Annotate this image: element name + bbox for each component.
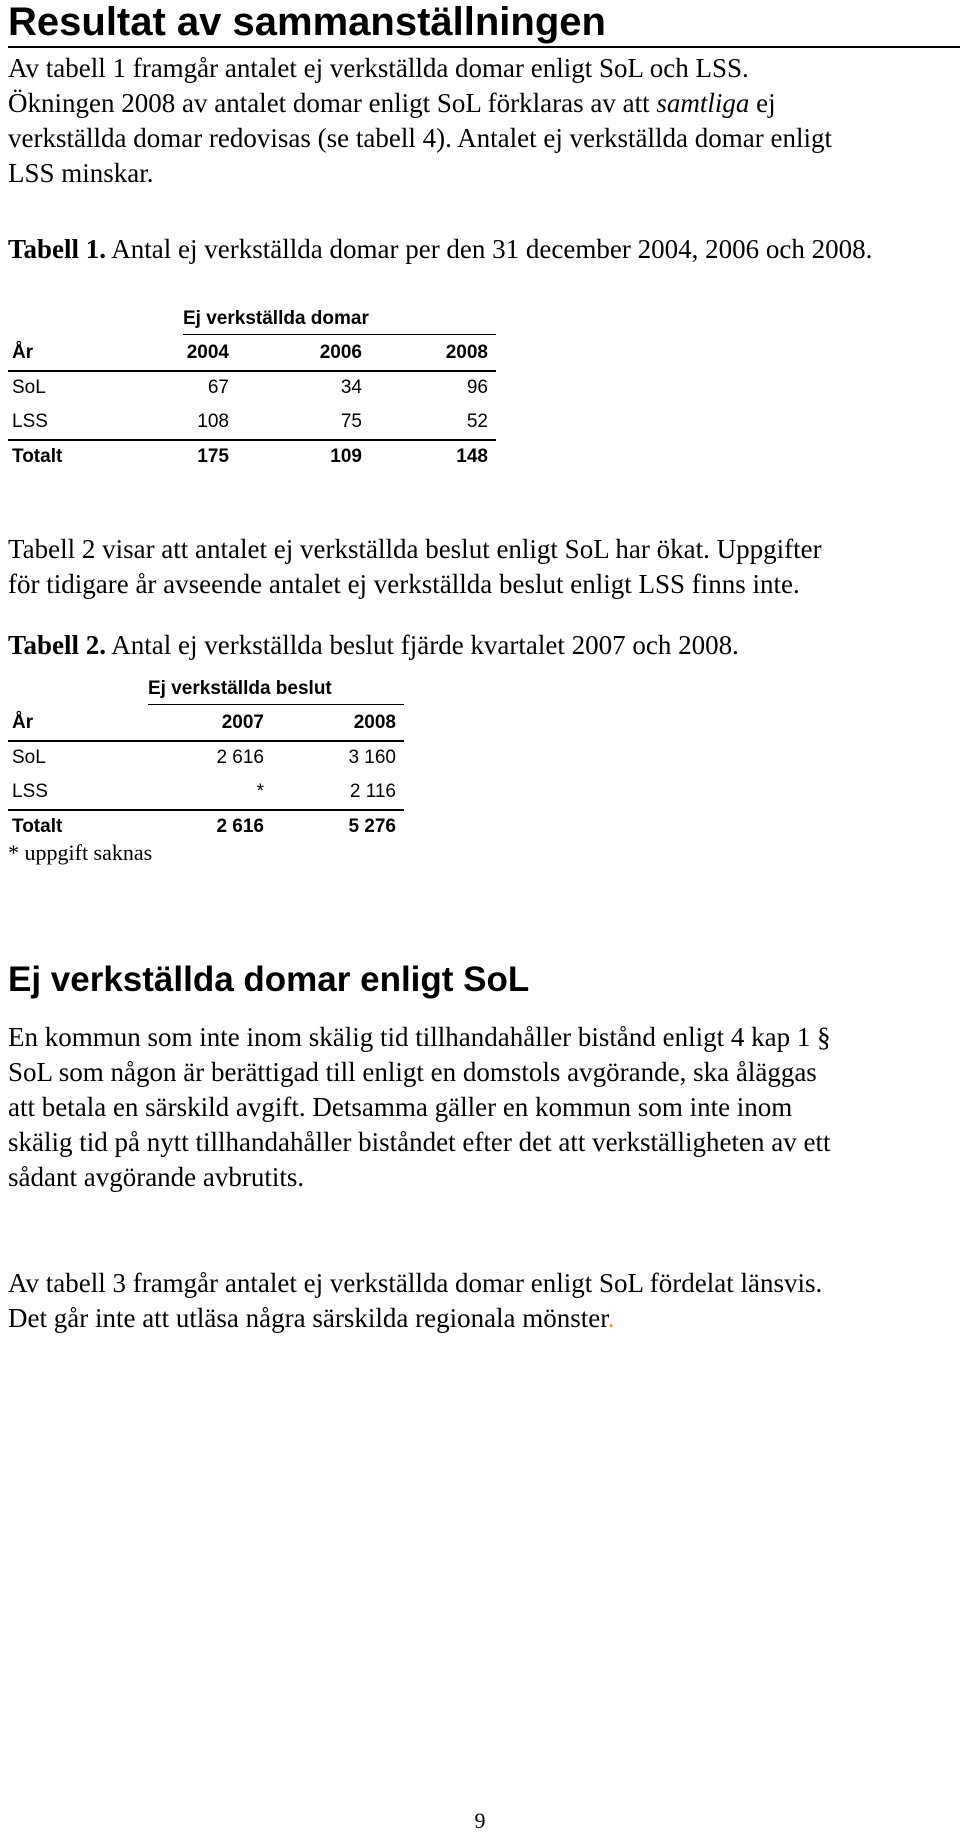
- table3-intro-paragraph: [8, 1266, 958, 1336]
- table2-group-rule: [148, 704, 404, 705]
- table1-header-row: [8, 336, 496, 370]
- table2-col-header: År: [12, 712, 34, 733]
- intro-line: Ökningen 2008 av antalet domar enligt SoL förklaras av att samtliga ej: [8, 88, 776, 118]
- intro-line: verkställda domar redovisas (se tabell 4). Antalet ej verkställda domar enligt: [8, 123, 832, 153]
- table1-cell: 52: [466, 411, 488, 432]
- table1-group-rule: [183, 334, 496, 335]
- table2-total-cell: Totalt: [12, 816, 63, 837]
- table1-group-header: Ej verkställda domar: [183, 308, 369, 329]
- table2-label: Tabell 2.: [8, 630, 107, 660]
- table1-total-cell: 175: [197, 446, 229, 467]
- table1-caption: [8, 232, 958, 267]
- table1-total-row: [8, 440, 496, 474]
- table2-cell: SoL: [12, 747, 46, 768]
- intro-line: LSS minskar.: [8, 158, 154, 188]
- table1: [8, 302, 496, 472]
- table1-col-header: 2008: [445, 342, 488, 363]
- table-row: [8, 405, 496, 439]
- table1-col-header: 2006: [319, 342, 362, 363]
- table1-cell: 67: [207, 377, 229, 398]
- intro-line: Av tabell 1 framgår antalet ej verkställda domar enligt SoL och LSS.: [8, 53, 749, 83]
- table2-header-row: [8, 706, 404, 740]
- table1-cell: 34: [340, 377, 362, 398]
- table2-total-cell: 2 616: [216, 816, 264, 837]
- table2: [8, 672, 404, 842]
- table1-caption-text: Antal ej verkställda domar per den 31 december 2004, 2006 och 2008.: [106, 234, 873, 264]
- table2-caption-text: Antal ej verkställda beslut fjärde kvartalet 2007 och 2008.: [106, 630, 739, 660]
- table1-total-cell: 109: [330, 446, 362, 467]
- sol-paragraph: [8, 1020, 958, 1195]
- intro-paragraph: [8, 51, 958, 191]
- accent-period: .: [607, 1303, 615, 1333]
- table1-cell: LSS: [12, 411, 48, 432]
- table2-total-cell: 5 276: [348, 816, 396, 837]
- table2-col-header: 2007: [221, 712, 264, 733]
- table2-caption: [8, 628, 958, 663]
- paragraph-line: för tidigare år avseende antalet ej verkställda beslut enligt LSS finns inte.: [8, 569, 800, 599]
- paragraph-line: SoL som någon är berättigad till enligt en domstols avgörande, ska åläggas: [8, 1057, 817, 1087]
- paragraph-line: sådant avgörande avbrutits.: [8, 1162, 305, 1192]
- table1-total-cell: Totalt: [12, 446, 63, 467]
- paragraph-line: Det går inte att utläsa några särskilda regionala mönster.: [8, 1303, 615, 1333]
- table2-footnote: * uppgift saknas: [8, 840, 153, 865]
- table2-cell: 2 116: [349, 781, 396, 802]
- table2-cell: LSS: [12, 781, 48, 802]
- section-heading-sol: Ej verkställda domar enligt SoL: [8, 960, 530, 999]
- table1-label: Tabell 1.: [8, 234, 107, 264]
- table2-cell: 2 616: [216, 747, 264, 768]
- table1-cell: 108: [197, 411, 229, 432]
- table1-cell: 96: [466, 377, 488, 398]
- table1-col-header: År: [12, 342, 34, 363]
- table2-group-header: Ej verkställda beslut: [148, 678, 332, 699]
- table2-cell: 3 160: [348, 747, 396, 768]
- page-number: 9: [474, 1808, 486, 1833]
- table1-col-header: 2004: [186, 342, 229, 363]
- table-row: [8, 775, 404, 809]
- table2-cell: *: [256, 781, 264, 802]
- table2-total-row: [8, 810, 404, 844]
- paragraph-line: skälig tid på nytt tillhandahåller biståndet efter det att verkställigheten av ett: [8, 1127, 831, 1157]
- paragraph-line: Tabell 2 visar att antalet ej verkställda beslut enligt SoL har ökat. Uppgifter: [8, 534, 822, 564]
- paragraph-line: En kommun som inte inom skälig tid tillhandahåller bistånd enligt 4 kap 1 §: [8, 1022, 831, 1052]
- table1-cell: SoL: [12, 377, 46, 398]
- table1-group-header-row: [8, 302, 496, 336]
- table-row: [8, 371, 496, 405]
- table1-total-cell: 148: [456, 446, 488, 467]
- table2-col-header: 2008: [353, 712, 396, 733]
- table2-intro-paragraph: [8, 532, 958, 602]
- paragraph-line: Av tabell 3 framgår antalet ej verkställda domar enligt SoL fördelat länsvis.: [8, 1268, 823, 1298]
- table2-group-header-row: [8, 672, 404, 706]
- paragraph-line: att betala en särskild avgift. Detsamma gäller en kommun som inte inom: [8, 1092, 793, 1122]
- section-heading-resultat: Resultat av sammanställningen: [8, 0, 960, 48]
- table1-cell: 75: [340, 411, 362, 432]
- table-row: [8, 741, 404, 775]
